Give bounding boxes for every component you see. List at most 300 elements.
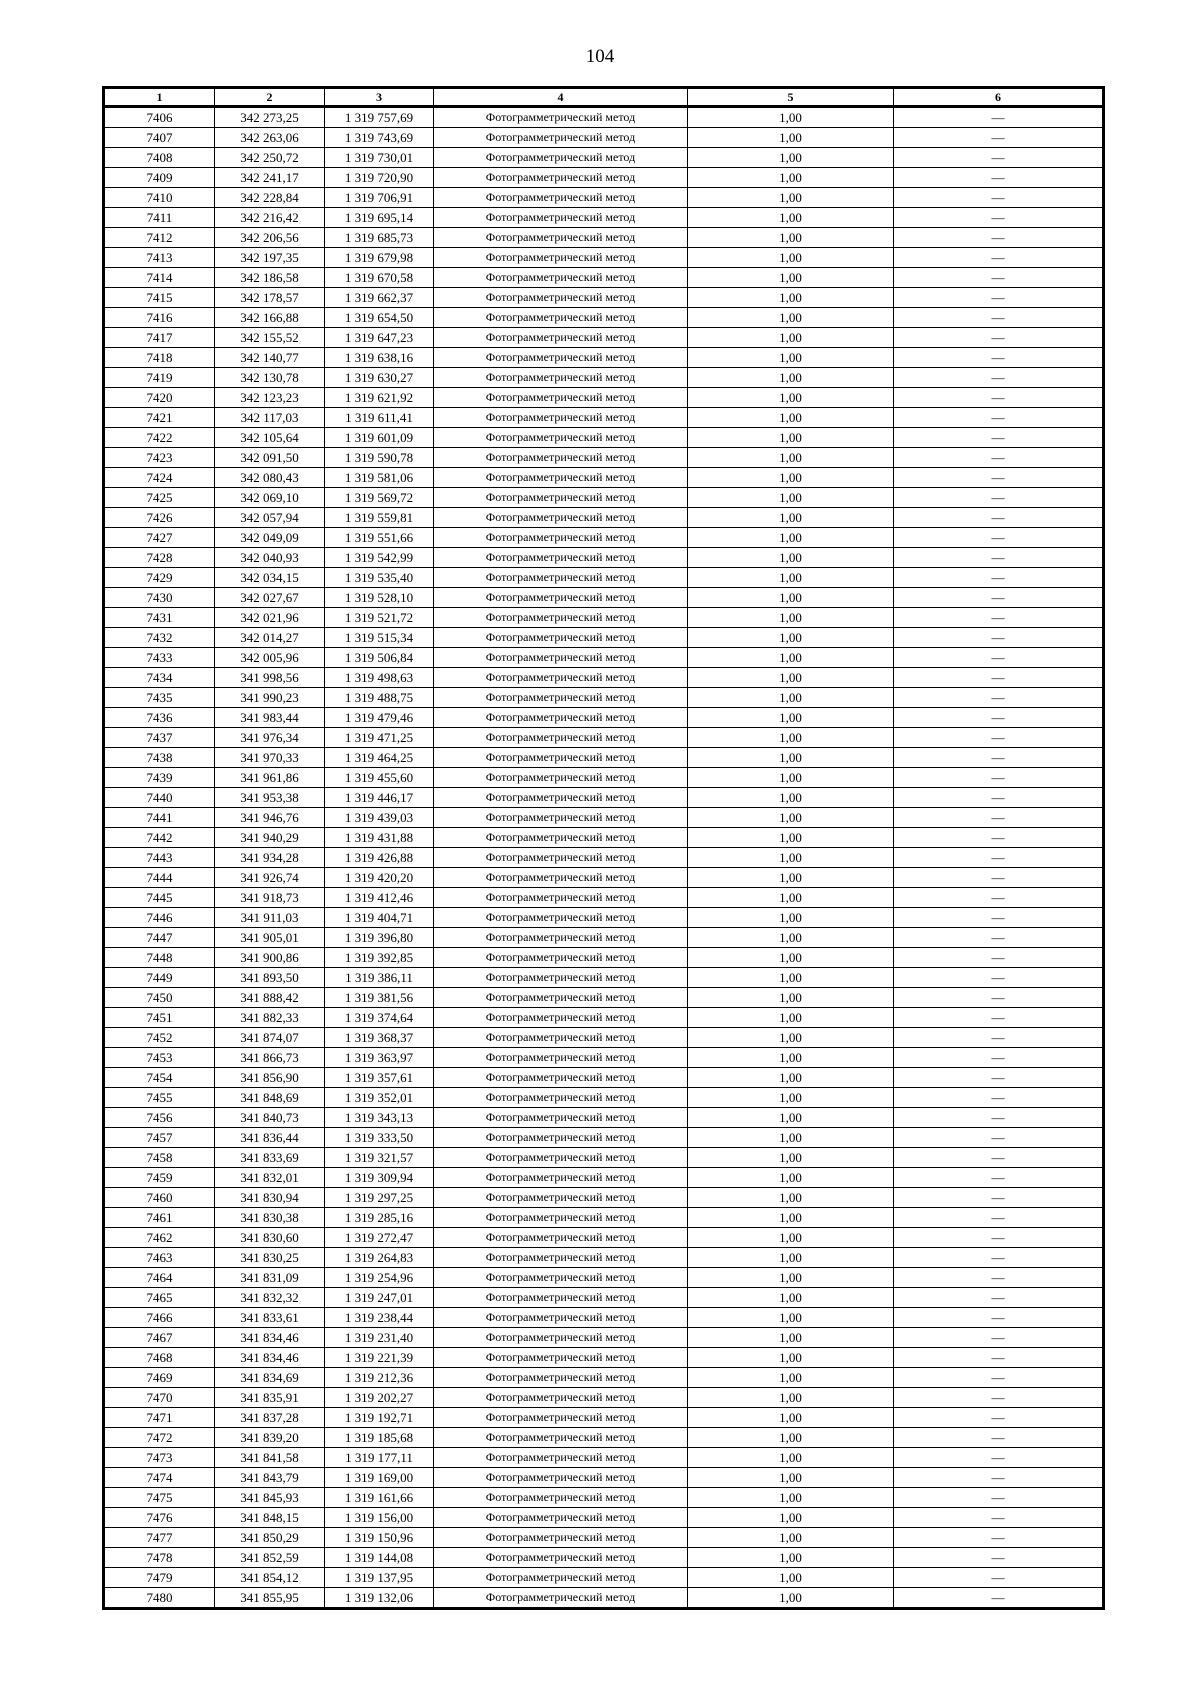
accuracy-cell: 1,00 [688,168,894,188]
note-cell: — [894,107,1104,128]
note-cell: — [894,348,1104,368]
x-coordinate-cell: 341 841,58 [215,1448,325,1468]
method-cell: Фотограмметрический метод [434,1468,688,1488]
note-cell: — [894,548,1104,568]
table-row [104,908,1104,928]
x-coordinate-cell: 342 186,58 [215,268,325,288]
y-coordinate-cell: 1 319 757,69 [325,107,434,128]
accuracy-cell: 1,00 [688,848,894,868]
note-cell: — [894,428,1104,448]
note-cell: — [894,768,1104,788]
table-row [104,408,1104,428]
accuracy-cell: 1,00 [688,988,894,1008]
accuracy-cell: 1,00 [688,1528,894,1548]
point-number-cell: 7415 [104,288,215,308]
x-coordinate-cell: 341 834,46 [215,1348,325,1368]
y-coordinate-cell: 1 319 521,72 [325,608,434,628]
method-cell: Фотограмметрический метод [434,1488,688,1508]
x-coordinate-cell: 342 117,03 [215,408,325,428]
accuracy-cell: 1,00 [688,1208,894,1228]
point-number-cell: 7466 [104,1308,215,1328]
note-cell: — [894,888,1104,908]
note-cell: — [894,948,1104,968]
table-row [104,448,1104,468]
point-number-cell: 7431 [104,608,215,628]
x-coordinate-cell: 341 946,76 [215,808,325,828]
accuracy-cell: 1,00 [688,248,894,268]
x-coordinate-cell: 341 830,25 [215,1248,325,1268]
accuracy-cell: 1,00 [688,528,894,548]
point-number-cell: 7469 [104,1368,215,1388]
accuracy-cell: 1,00 [688,107,894,128]
accuracy-cell: 1,00 [688,1348,894,1368]
y-coordinate-cell: 1 319 137,95 [325,1568,434,1588]
method-cell: Фотограмметрический метод [434,868,688,888]
table-row [104,388,1104,408]
y-coordinate-cell: 1 319 551,66 [325,528,434,548]
y-coordinate-cell: 1 319 169,00 [325,1468,434,1488]
accuracy-cell: 1,00 [688,1368,894,1388]
method-cell: Фотограмметрический метод [434,428,688,448]
table-row [104,1388,1104,1408]
y-coordinate-cell: 1 319 455,60 [325,768,434,788]
note-cell: — [894,628,1104,648]
x-coordinate-cell: 342 206,56 [215,228,325,248]
table-row [104,1308,1104,1328]
y-coordinate-cell: 1 319 515,34 [325,628,434,648]
table-row [104,1348,1104,1368]
header-row [104,88,1104,107]
point-number-cell: 7407 [104,128,215,148]
table-row [104,1408,1104,1428]
method-cell: Фотограмметрический метод [434,648,688,668]
method-cell: Фотограмметрический метод [434,368,688,388]
accuracy-cell: 1,00 [688,1428,894,1448]
x-coordinate-cell: 341 843,79 [215,1468,325,1488]
y-coordinate-cell: 1 319 238,44 [325,1308,434,1328]
note-cell: — [894,1448,1104,1468]
note-cell: — [894,268,1104,288]
method-cell: Фотограмметрический метод [434,1388,688,1408]
note-cell: — [894,1268,1104,1288]
note-cell: — [894,1288,1104,1308]
y-coordinate-cell: 1 319 202,27 [325,1388,434,1408]
table-row [104,1288,1104,1308]
note-cell: — [894,1048,1104,1068]
note-cell: — [894,168,1104,188]
x-coordinate-cell: 341 845,93 [215,1488,325,1508]
note-cell: — [894,1148,1104,1168]
note-cell: — [894,1588,1104,1609]
note-cell: — [894,908,1104,928]
point-number-cell: 7445 [104,888,215,908]
point-number-cell: 7435 [104,688,215,708]
x-coordinate-cell: 342 027,67 [215,588,325,608]
point-number-cell: 7476 [104,1508,215,1528]
point-number-cell: 7465 [104,1288,215,1308]
accuracy-cell: 1,00 [688,1088,894,1108]
accuracy-cell: 1,00 [688,768,894,788]
method-cell: Фотограмметрический метод [434,968,688,988]
table-row [104,1268,1104,1288]
table-row [104,348,1104,368]
table-row [104,1328,1104,1348]
x-coordinate-cell: 341 888,42 [215,988,325,1008]
x-coordinate-cell: 342 155,52 [215,328,325,348]
table-row [104,1428,1104,1448]
note-cell: — [894,1168,1104,1188]
accuracy-cell: 1,00 [688,1028,894,1048]
table-row [104,528,1104,548]
note-cell: — [894,188,1104,208]
method-cell: Фотограмметрический метод [434,1208,688,1228]
x-coordinate-cell: 342 273,25 [215,107,325,128]
column-header: 3 [325,88,434,107]
accuracy-cell: 1,00 [688,808,894,828]
x-coordinate-cell: 341 850,29 [215,1528,325,1548]
table-row [104,468,1104,488]
note-cell: — [894,1408,1104,1428]
y-coordinate-cell: 1 319 535,40 [325,568,434,588]
point-number-cell: 7442 [104,828,215,848]
method-cell: Фотограмметрический метод [434,708,688,728]
accuracy-cell: 1,00 [688,228,894,248]
point-number-cell: 7425 [104,488,215,508]
x-coordinate-cell: 341 970,33 [215,748,325,768]
point-number-cell: 7453 [104,1048,215,1068]
note-cell: — [894,968,1104,988]
x-coordinate-cell: 342 123,23 [215,388,325,408]
method-cell: Фотограмметрический метод [434,208,688,228]
point-number-cell: 7434 [104,668,215,688]
note-cell: — [894,688,1104,708]
point-number-cell: 7418 [104,348,215,368]
method-cell: Фотограмметрический метод [434,1168,688,1188]
note-cell: — [894,1228,1104,1248]
accuracy-cell: 1,00 [688,1248,894,1268]
table-row [104,608,1104,628]
point-number-cell: 7437 [104,728,215,748]
accuracy-cell: 1,00 [688,1068,894,1088]
accuracy-cell: 1,00 [688,968,894,988]
point-number-cell: 7463 [104,1248,215,1268]
accuracy-cell: 1,00 [688,1408,894,1428]
table-row [104,1108,1104,1128]
x-coordinate-cell: 341 911,03 [215,908,325,928]
y-coordinate-cell: 1 319 621,92 [325,388,434,408]
point-number-cell: 7421 [104,408,215,428]
x-coordinate-cell: 341 848,69 [215,1088,325,1108]
y-coordinate-cell: 1 319 559,81 [325,508,434,528]
table-row [104,1548,1104,1568]
x-coordinate-cell: 341 990,23 [215,688,325,708]
method-cell: Фотограмметрический метод [434,848,688,868]
y-coordinate-cell: 1 319 144,08 [325,1548,434,1568]
accuracy-cell: 1,00 [688,928,894,948]
x-coordinate-cell: 342 105,64 [215,428,325,448]
point-number-cell: 7432 [104,628,215,648]
accuracy-cell: 1,00 [688,1188,894,1208]
column-header: 1 [104,88,215,107]
method-cell: Фотограмметрический метод [434,628,688,648]
note-cell: — [894,728,1104,748]
note-cell: — [894,1208,1104,1228]
accuracy-cell: 1,00 [688,1328,894,1348]
x-coordinate-cell: 341 833,69 [215,1148,325,1168]
x-coordinate-cell: 341 837,28 [215,1408,325,1428]
note-cell: — [894,1388,1104,1408]
x-coordinate-cell: 341 831,09 [215,1268,325,1288]
table-row [104,308,1104,328]
table-body [104,107,1104,1609]
method-cell: Фотограмметрический метод [434,728,688,748]
method-cell: Фотограмметрический метод [434,1568,688,1588]
y-coordinate-cell: 1 319 231,40 [325,1328,434,1348]
point-number-cell: 7410 [104,188,215,208]
x-coordinate-cell: 341 839,20 [215,1428,325,1448]
table-row [104,488,1104,508]
table-row [104,968,1104,988]
note-cell: — [894,388,1104,408]
x-coordinate-cell: 341 900,86 [215,948,325,968]
x-coordinate-cell: 341 830,94 [215,1188,325,1208]
x-coordinate-cell: 342 080,43 [215,468,325,488]
x-coordinate-cell: 341 983,44 [215,708,325,728]
method-cell: Фотограмметрический метод [434,668,688,688]
y-coordinate-cell: 1 319 357,61 [325,1068,434,1088]
point-number-cell: 7464 [104,1268,215,1288]
note-cell: — [894,228,1104,248]
y-coordinate-cell: 1 319 439,03 [325,808,434,828]
x-coordinate-cell: 341 866,73 [215,1048,325,1068]
accuracy-cell: 1,00 [688,148,894,168]
note-cell: — [894,1368,1104,1388]
y-coordinate-cell: 1 319 601,09 [325,428,434,448]
note-cell: — [894,488,1104,508]
note-cell: — [894,528,1104,548]
note-cell: — [894,988,1104,1008]
x-coordinate-cell: 341 854,12 [215,1568,325,1588]
y-coordinate-cell: 1 319 743,69 [325,128,434,148]
accuracy-cell: 1,00 [688,1308,894,1328]
point-number-cell: 7406 [104,107,215,128]
note-cell: — [894,648,1104,668]
note-cell: — [894,208,1104,228]
point-number-cell: 7480 [104,1588,215,1609]
point-number-cell: 7419 [104,368,215,388]
table-row [104,648,1104,668]
point-number-cell: 7441 [104,808,215,828]
accuracy-cell: 1,00 [688,408,894,428]
accuracy-cell: 1,00 [688,268,894,288]
y-coordinate-cell: 1 319 426,88 [325,848,434,868]
point-number-cell: 7409 [104,168,215,188]
note-cell: — [894,748,1104,768]
point-number-cell: 7473 [104,1448,215,1468]
method-cell: Фотограмметрический метод [434,128,688,148]
method-cell: Фотограмметрический метод [434,1368,688,1388]
method-cell: Фотограмметрический метод [434,1308,688,1328]
y-coordinate-cell: 1 319 471,25 [325,728,434,748]
table-row [104,1088,1104,1108]
method-cell: Фотограмметрический метод [434,1128,688,1148]
note-cell: — [894,148,1104,168]
y-coordinate-cell: 1 319 506,84 [325,648,434,668]
x-coordinate-cell: 341 856,90 [215,1068,325,1088]
point-number-cell: 7412 [104,228,215,248]
y-coordinate-cell: 1 319 392,85 [325,948,434,968]
accuracy-cell: 1,00 [688,288,894,308]
accuracy-cell: 1,00 [688,748,894,768]
y-coordinate-cell: 1 319 679,98 [325,248,434,268]
method-cell: Фотограмметрический метод [434,1448,688,1468]
accuracy-cell: 1,00 [688,1288,894,1308]
table-row [104,988,1104,1008]
x-coordinate-cell: 341 848,15 [215,1508,325,1528]
note-cell: — [894,1088,1104,1108]
point-number-cell: 7462 [104,1228,215,1248]
point-number-cell: 7457 [104,1128,215,1148]
accuracy-cell: 1,00 [688,1108,894,1128]
method-cell: Фотограмметрический метод [434,248,688,268]
note-cell: — [894,568,1104,588]
accuracy-cell: 1,00 [688,1488,894,1508]
accuracy-cell: 1,00 [688,548,894,568]
accuracy-cell: 1,00 [688,1008,894,1028]
point-number-cell: 7455 [104,1088,215,1108]
table-row [104,288,1104,308]
point-number-cell: 7459 [104,1168,215,1188]
point-number-cell: 7452 [104,1028,215,1048]
method-cell: Фотограмметрический метод [434,1408,688,1428]
table-row [104,1208,1104,1228]
table-header [104,88,1104,107]
column-header: 6 [894,88,1104,107]
x-coordinate-cell: 341 918,73 [215,888,325,908]
x-coordinate-cell: 342 241,17 [215,168,325,188]
note-cell: — [894,1068,1104,1088]
accuracy-cell: 1,00 [688,348,894,368]
method-cell: Фотограмметрический метод [434,828,688,848]
x-coordinate-cell: 341 905,01 [215,928,325,948]
point-number-cell: 7471 [104,1408,215,1428]
y-coordinate-cell: 1 319 368,37 [325,1028,434,1048]
note-cell: — [894,508,1104,528]
table-row [104,148,1104,168]
method-cell: Фотограмметрический метод [434,608,688,628]
y-coordinate-cell: 1 319 464,25 [325,748,434,768]
point-number-cell: 7454 [104,1068,215,1088]
method-cell: Фотограмметрический метод [434,688,688,708]
y-coordinate-cell: 1 319 412,46 [325,888,434,908]
x-coordinate-cell: 341 961,86 [215,768,325,788]
note-cell: — [894,128,1104,148]
method-cell: Фотограмметрический метод [434,1048,688,1068]
point-number-cell: 7417 [104,328,215,348]
point-number-cell: 7456 [104,1108,215,1128]
accuracy-cell: 1,00 [688,948,894,968]
y-coordinate-cell: 1 319 431,88 [325,828,434,848]
accuracy-cell: 1,00 [688,628,894,648]
x-coordinate-cell: 342 166,88 [215,308,325,328]
note-cell: — [894,408,1104,428]
table-row [104,1448,1104,1468]
method-cell: Фотограмметрический метод [434,568,688,588]
table-row [104,948,1104,968]
point-number-cell: 7429 [104,568,215,588]
table-row [104,928,1104,948]
point-number-cell: 7443 [104,848,215,868]
page-number: 104 [585,46,615,67]
x-coordinate-cell: 342 228,84 [215,188,325,208]
method-cell: Фотограмметрический метод [434,188,688,208]
note-cell: — [894,1248,1104,1268]
point-number-cell: 7447 [104,928,215,948]
method-cell: Фотограмметрический метод [434,348,688,368]
y-coordinate-cell: 1 319 611,41 [325,408,434,428]
point-number-cell: 7414 [104,268,215,288]
x-coordinate-cell: 342 197,35 [215,248,325,268]
y-coordinate-cell: 1 319 647,23 [325,328,434,348]
accuracy-cell: 1,00 [688,208,894,228]
y-coordinate-cell: 1 319 161,66 [325,1488,434,1508]
x-coordinate-cell: 341 926,74 [215,868,325,888]
table-row [104,628,1104,648]
point-number-cell: 7408 [104,148,215,168]
note-cell: — [894,1328,1104,1348]
x-coordinate-cell: 341 882,33 [215,1008,325,1028]
y-coordinate-cell: 1 319 343,13 [325,1108,434,1128]
y-coordinate-cell: 1 319 498,63 [325,668,434,688]
y-coordinate-cell: 1 319 374,64 [325,1008,434,1028]
accuracy-cell: 1,00 [688,328,894,348]
x-coordinate-cell: 342 091,50 [215,448,325,468]
table-row [104,828,1104,848]
point-number-cell: 7433 [104,648,215,668]
table-row [104,268,1104,288]
point-number-cell: 7420 [104,388,215,408]
accuracy-cell: 1,00 [688,1468,894,1488]
method-cell: Фотограмметрический метод [434,408,688,428]
table-row [104,508,1104,528]
method-cell: Фотограмметрический метод [434,1248,688,1268]
method-cell: Фотограмметрический метод [434,788,688,808]
point-number-cell: 7472 [104,1428,215,1448]
method-cell: Фотограмметрический метод [434,328,688,348]
note-cell: — [894,1488,1104,1508]
method-cell: Фотограмметрический метод [434,948,688,968]
table-row [104,1028,1104,1048]
point-number-cell: 7423 [104,448,215,468]
table-row [104,168,1104,188]
table-row [104,1048,1104,1068]
x-coordinate-cell: 342 069,10 [215,488,325,508]
method-cell: Фотограмметрический метод [434,1528,688,1548]
y-coordinate-cell: 1 319 420,20 [325,868,434,888]
y-coordinate-cell: 1 319 156,00 [325,1508,434,1528]
table-row [104,328,1104,348]
method-cell: Фотограмметрический метод [434,928,688,948]
method-cell: Фотограмметрический метод [434,308,688,328]
accuracy-cell: 1,00 [688,908,894,928]
y-coordinate-cell: 1 319 254,96 [325,1268,434,1288]
point-number-cell: 7467 [104,1328,215,1348]
accuracy-cell: 1,00 [688,708,894,728]
accuracy-cell: 1,00 [688,368,894,388]
y-coordinate-cell: 1 319 720,90 [325,168,434,188]
note-cell: — [894,1188,1104,1208]
method-cell: Фотограмметрический метод [434,588,688,608]
